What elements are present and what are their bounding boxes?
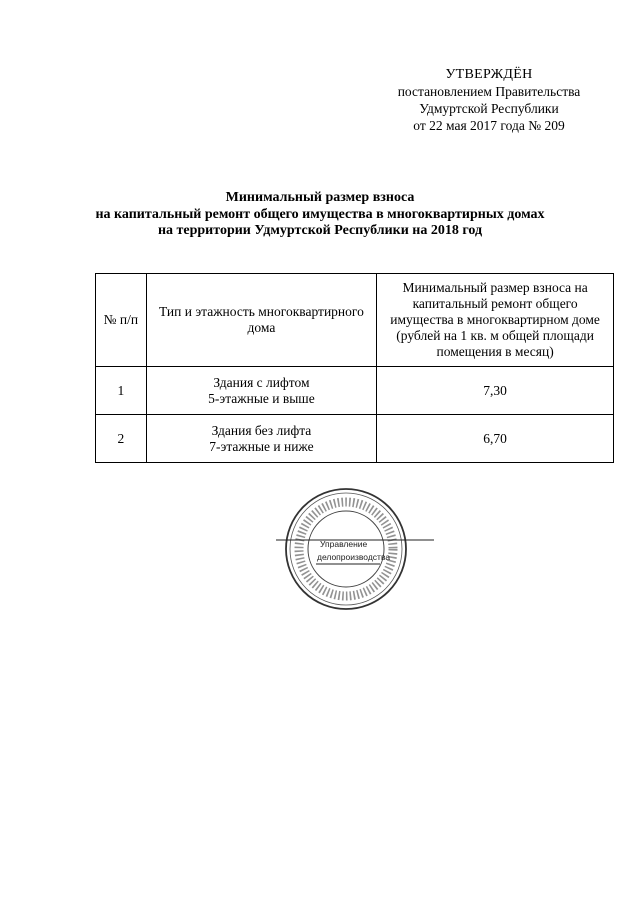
approval-line-2: Удмуртской Республики <box>419 101 559 116</box>
row-amount: 7,30 <box>377 367 614 415</box>
stamp-line-2: делопроизводства <box>317 552 391 562</box>
row-num: 1 <box>96 367 147 415</box>
approval-line-3: от 22 мая 2017 года № 209 <box>413 118 565 133</box>
row-type <box>146 367 377 415</box>
document-title-line-1: Минимальный размер взноса <box>225 190 415 205</box>
row-type-line-2: 7-этажные и ниже <box>209 438 314 454</box>
approval-line-1: постановлением Правительства <box>397 84 581 99</box>
row-type <box>146 415 377 463</box>
row-type-line-1: Здания с лифтом <box>213 374 310 390</box>
row-num: 2 <box>96 415 147 463</box>
contribution-table <box>95 273 614 463</box>
header-num: № п/п <box>96 274 147 367</box>
stamp-line-1: Управление <box>320 539 368 549</box>
header-type: Тип и этажность многоквартирного дома <box>146 274 377 367</box>
document-title-line-2: на капитальный ремонт общего имущества в многоквартирных домах <box>95 206 545 222</box>
approval-title: УТВЕРЖДЁН <box>445 67 533 82</box>
document-title-line-3: на территории Удмуртской Республики на 2018 год <box>157 223 483 238</box>
stamp-seal <box>276 489 434 609</box>
row-type-line-2: 5-этажные и выше <box>208 390 315 406</box>
official-stamp <box>268 484 438 614</box>
row-amount: 6,70 <box>377 415 614 463</box>
header-amount: Минимальный размер взноса на капитальный ремонт общего имущества в многоквартирном доме (рублей на 1 кв. м общей площади помещения в месяц) <box>377 274 614 367</box>
table-header-row <box>96 274 614 367</box>
approval-block <box>370 66 608 134</box>
table-row <box>96 367 614 415</box>
table-row <box>96 415 614 463</box>
row-type-line-1: Здания без лифта <box>211 422 312 438</box>
document-title <box>60 190 580 240</box>
